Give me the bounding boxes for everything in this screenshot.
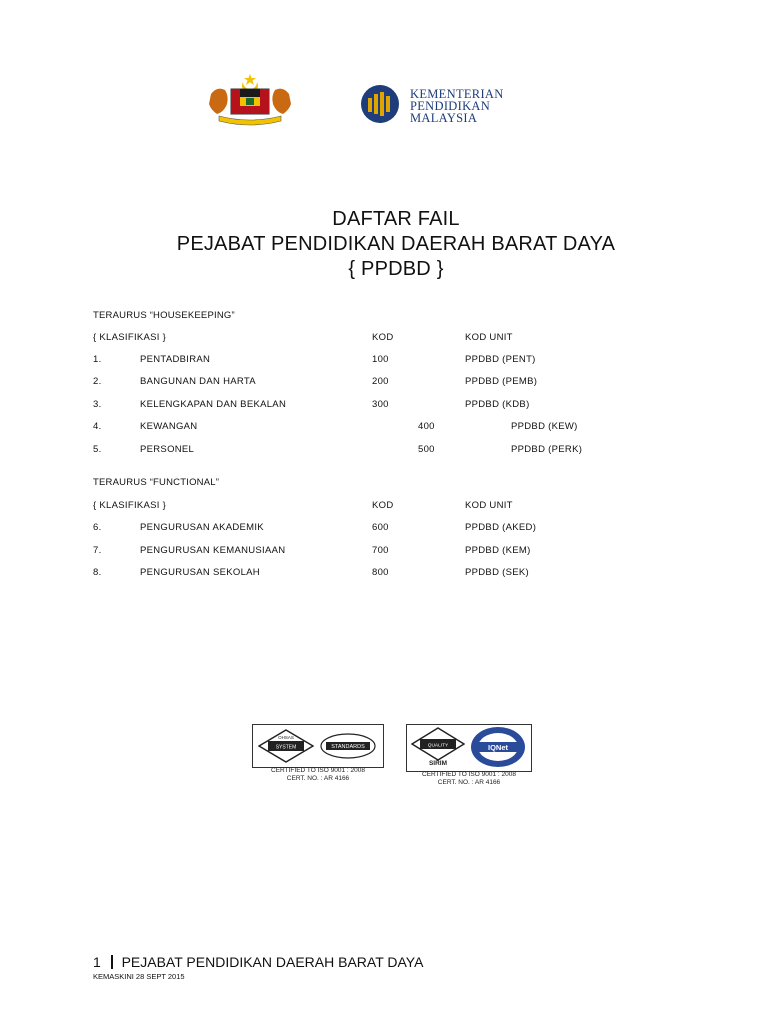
table-row bbox=[0, 376, 768, 390]
row-number: 7. bbox=[93, 545, 102, 556]
cert-caption-right-line1: CERTIFIED TO ISO 9001 : 2008 bbox=[422, 771, 516, 778]
ministry-emblem-icon bbox=[360, 84, 400, 124]
row-classification: PENGURUSAN AKADEMIK bbox=[140, 522, 264, 533]
table-row bbox=[0, 354, 768, 368]
ministry-logo-line3: MALAYSIA bbox=[410, 111, 478, 125]
footer-separator bbox=[111, 955, 113, 969]
row-code: 600 bbox=[372, 522, 389, 533]
footer-line bbox=[93, 954, 423, 970]
row-number: 8. bbox=[93, 567, 102, 578]
row-classification: PENGURUSAN KEMANUSIAAN bbox=[140, 545, 286, 556]
document-title: DAFTAR FAIL bbox=[332, 208, 460, 230]
row-code: 200 bbox=[372, 376, 389, 387]
row-unit-code: PPDBD (PERK) bbox=[511, 444, 583, 455]
ministry-logo-line2: PENDIDIKAN bbox=[410, 99, 491, 113]
svg-text:IQNet: IQNet bbox=[487, 743, 509, 752]
cert-caption-right-line2: CERT. NO. : AR 4166 bbox=[437, 779, 501, 786]
row-unit-code: PPDBD (AKED) bbox=[465, 522, 537, 533]
row-number: 1. bbox=[93, 354, 102, 365]
row-code: 100 bbox=[372, 354, 389, 365]
row-classification: BANGUNAN DAN HARTA bbox=[140, 376, 256, 387]
svg-text:QUALITY: QUALITY bbox=[427, 743, 449, 749]
ministry-logo bbox=[360, 84, 526, 128]
col-klasifikasi: { KLASIFIKASI } bbox=[93, 332, 167, 343]
last-updated: KEMASKINI 28 SEPT 2015 bbox=[93, 972, 185, 981]
certification-badge-right bbox=[406, 724, 532, 788]
row-classification: PERSONEL bbox=[140, 444, 195, 455]
row-number: 6. bbox=[93, 522, 102, 533]
coat-of-arms-logo bbox=[205, 72, 295, 126]
row-classification: KEWANGAN bbox=[140, 421, 198, 432]
row-code: 700 bbox=[372, 545, 389, 556]
table-row bbox=[0, 522, 768, 536]
footer-office-name: PEJABAT PENDIDIKAN DAERAH BARAT DAYA bbox=[121, 954, 424, 970]
row-unit-code: PPDBD (KEW) bbox=[511, 421, 578, 432]
cert-caption-left-line1: CERTIFIED TO ISO 9001 : 2008 bbox=[271, 767, 365, 774]
table-row bbox=[0, 444, 768, 458]
table-row bbox=[0, 545, 768, 559]
functional-heading: TERAURUS “FUNCTIONAL” bbox=[93, 477, 220, 488]
housekeeping-header-row bbox=[0, 332, 768, 346]
standards-seal-icon bbox=[320, 733, 376, 759]
row-number: 4. bbox=[93, 421, 102, 432]
housekeeping-heading: TERAURUS “HOUSEKEEPING” bbox=[93, 310, 235, 321]
ohsas-diamond-icon bbox=[258, 729, 314, 763]
row-unit-code: PPDBD (PENT) bbox=[465, 354, 536, 365]
row-unit-code: PPDBD (KDB) bbox=[465, 399, 530, 410]
row-code: 800 bbox=[372, 567, 389, 578]
svg-text:SIRIM: SIRIM bbox=[428, 760, 448, 767]
svg-text:SYSTEM: SYSTEM bbox=[275, 744, 297, 751]
office-name: PEJABAT PENDIDIKAN DAERAH BARAT DAYA bbox=[176, 233, 616, 255]
row-classification: PENGURUSAN SEKOLAH bbox=[140, 567, 260, 578]
ministry-logo-line1: KEMENTERIAN bbox=[410, 87, 504, 101]
row-unit-code: PPDBD (KEM) bbox=[465, 545, 531, 556]
row-code: 500 bbox=[418, 444, 435, 455]
table-row bbox=[0, 421, 768, 435]
col-kod: KOD bbox=[372, 500, 394, 511]
col-klasifikasi: { KLASIFIKASI } bbox=[93, 500, 167, 511]
row-code: 300 bbox=[372, 399, 389, 410]
certification-badge-left bbox=[252, 724, 384, 784]
row-number: 2. bbox=[93, 376, 102, 387]
row-classification: PENTADBIRAN bbox=[140, 354, 211, 365]
cert-caption-left-line2: CERT. NO. : AR 4166 bbox=[286, 775, 350, 782]
table-row bbox=[0, 399, 768, 413]
row-unit-code: PPDBD (PEMB) bbox=[465, 376, 538, 387]
row-code: 400 bbox=[418, 421, 435, 432]
quality-system-diamond-icon bbox=[411, 727, 465, 767]
row-number: 3. bbox=[93, 399, 102, 410]
svg-text:OHSAS: OHSAS bbox=[278, 735, 294, 740]
office-code: { PPDBD } bbox=[348, 258, 444, 280]
row-unit-code: PPDBD (SEK) bbox=[465, 567, 530, 578]
iqnet-seal-icon bbox=[470, 726, 526, 768]
row-classification: KELENGKAPAN DAN BEKALAN bbox=[140, 399, 287, 410]
functional-header-row bbox=[0, 500, 768, 514]
col-kod: KOD bbox=[372, 332, 394, 343]
svg-text:STANDARDS: STANDARDS bbox=[331, 744, 365, 750]
page-number: 1 bbox=[93, 954, 101, 970]
col-kod-unit: KOD UNIT bbox=[465, 332, 513, 343]
row-number: 5. bbox=[93, 444, 102, 455]
col-kod-unit: KOD UNIT bbox=[465, 500, 513, 511]
table-row bbox=[0, 567, 768, 581]
